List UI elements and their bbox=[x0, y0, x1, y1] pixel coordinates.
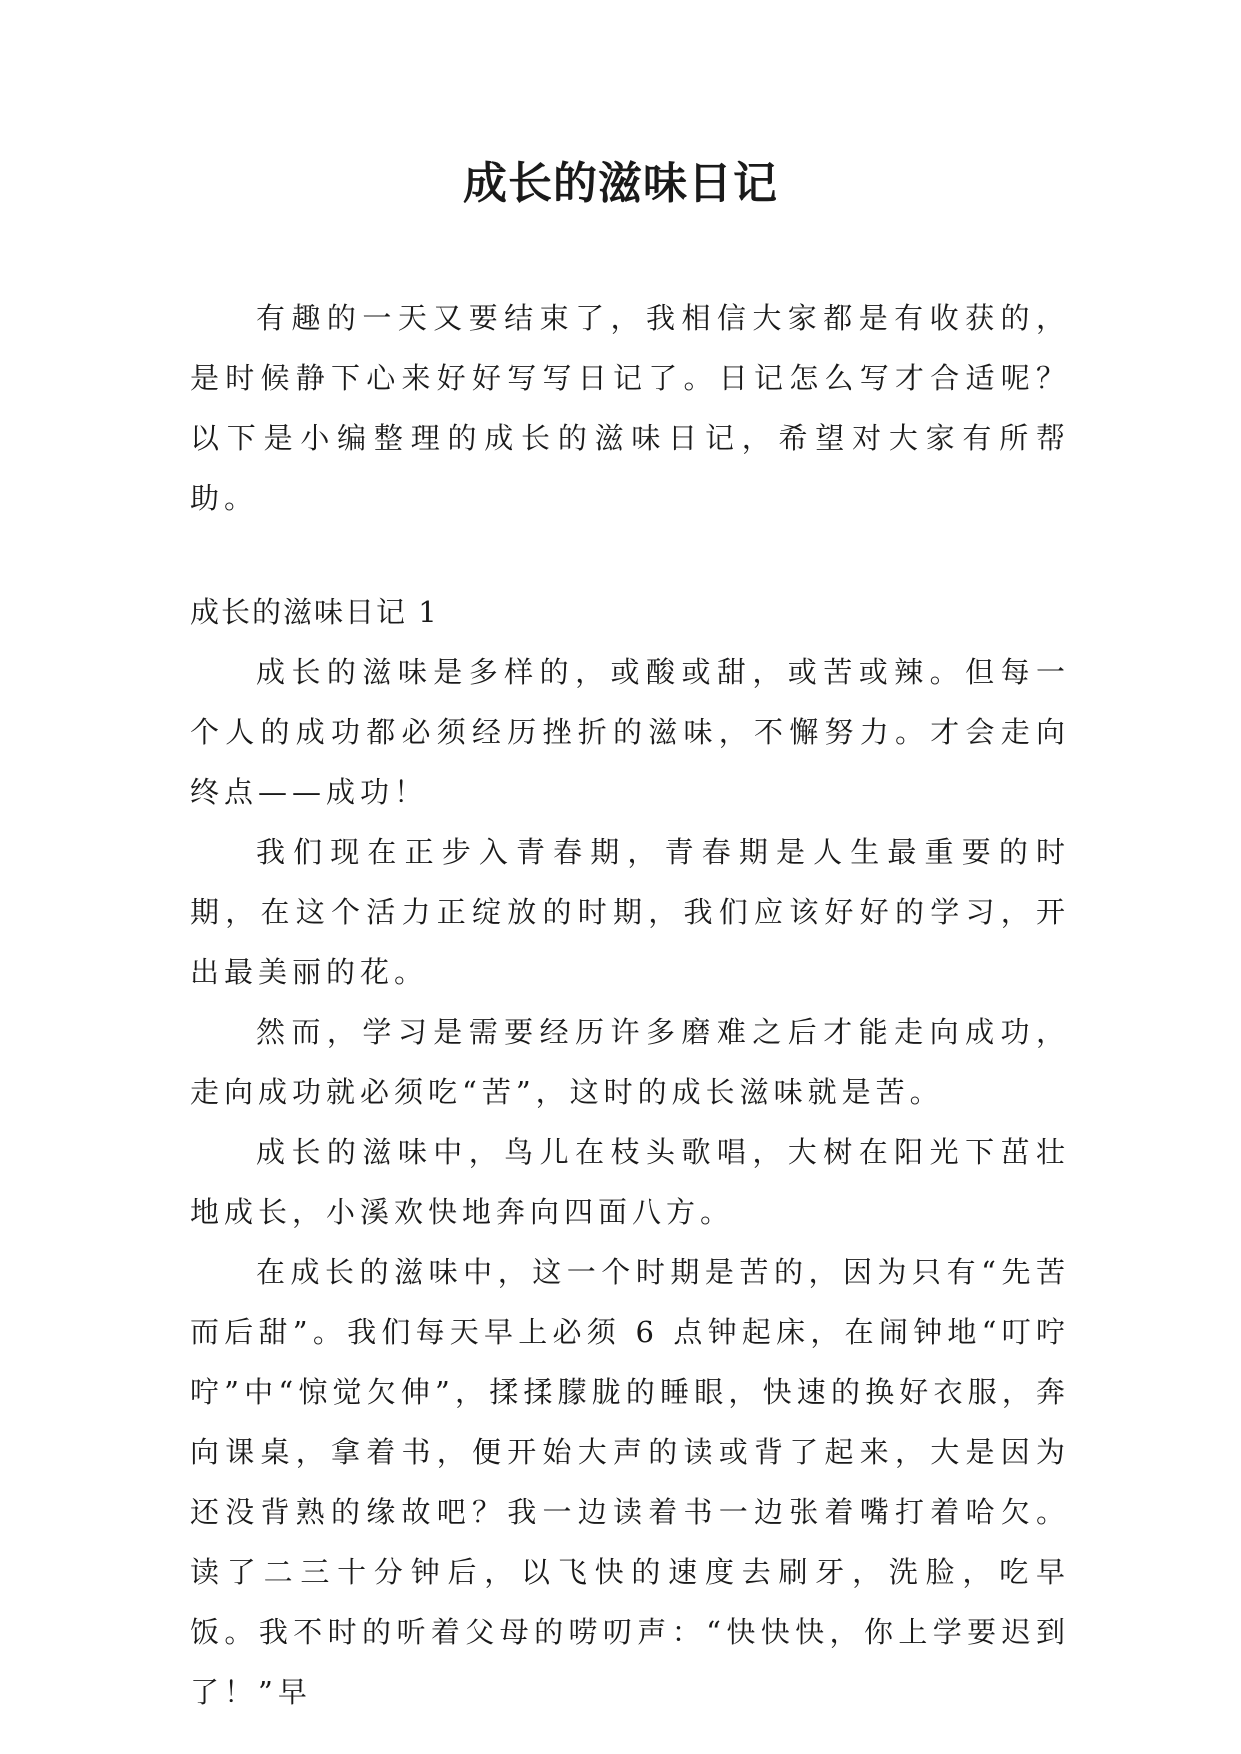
body-paragraph: 然而，学习是需要经历许多磨难之后才能走向成功，走向成功就必须吃“苦”，这时的成长滋味就是苦。 bbox=[190, 1015, 1070, 1109]
section-heading: 成长的滋味日记 1 bbox=[190, 595, 439, 629]
body-paragraph: 我们现在正步入青春期，青春期是人生最重要的时期，在这个活力正绽放的时期，我们应该好好的学习，开出最美丽的花。 bbox=[190, 835, 1070, 989]
document-title: 成长的滋味日记 bbox=[463, 158, 778, 209]
body-paragraph: 成长的滋味是多样的，或酸或甜，或苦或辣。但每一个人的成功都必须经历挫折的滋味，不懈努力。才会走向终点——成功！ bbox=[190, 655, 1070, 809]
body-paragraph: 在成长的滋味中，这一个时期是苦的，因为只有“先苦而后甜”。我们每天早上必须 6 点钟起床，在闹钟地“叮咛咛”中“惊觉欠伸”，揉揉朦胧的睡眼，快速的换好衣服，奔向课桌，拿着书，便开始大声的读或背了起来，大是因为还没背熟的缘故吧？我一边读着书一边张着嘴打着哈欠。读了二三十分钟后，以飞快的速度去刷牙，洗脸，吃早饭。我不时的听着父母的唠叨声：“快快快，你上学要迟到了！”早 bbox=[190, 1255, 1070, 1709]
body-paragraph: 成长的滋味中，鸟儿在枝头歌唱，大树在阳光下茁壮地成长，小溪欢快地奔向四面八方。 bbox=[190, 1135, 1070, 1229]
intro-paragraph: 有趣的一天又要结束了，我相信大家都是有收获的，是时候静下心来好好写写日记了。日记怎么写才合适呢？以下是小编整理的成长的滋味日记，希望对大家有所帮助。 bbox=[190, 301, 1070, 515]
document-body bbox=[190, 288, 1070, 1722]
